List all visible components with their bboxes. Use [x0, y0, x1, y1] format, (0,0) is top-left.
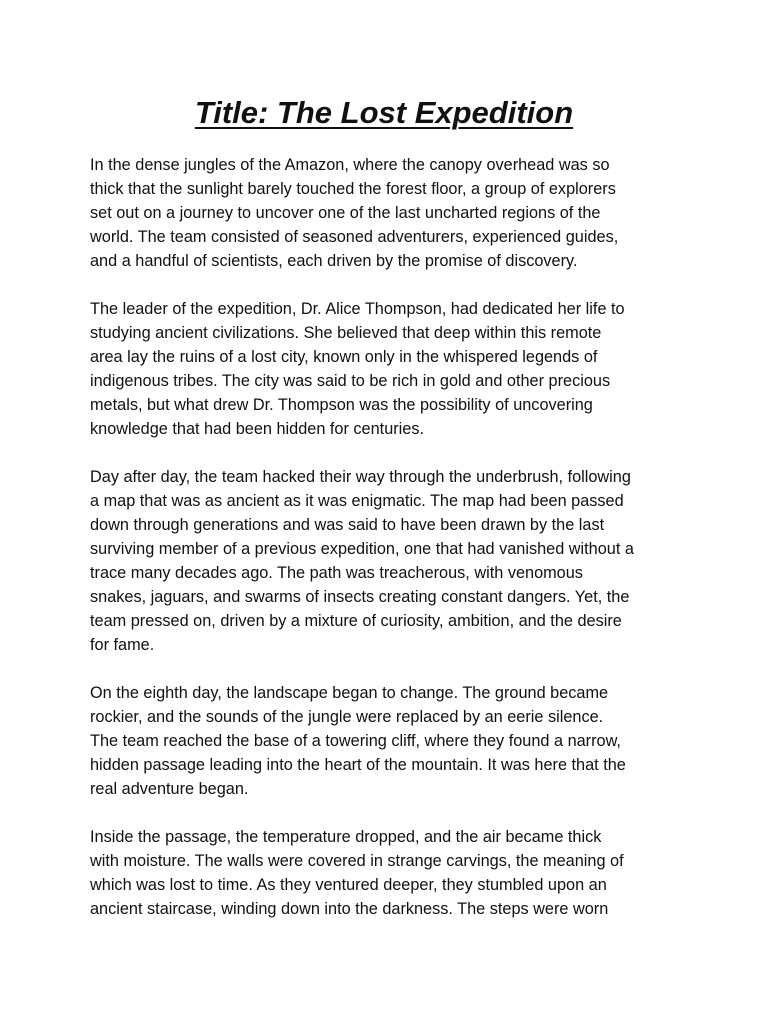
text-line: The leader of the expedition, Dr. Alice Thompson, had dedicated her life to — [90, 300, 625, 318]
paragraph — [90, 153, 690, 273]
text-line: In the dense jungles of the Amazon, where the canopy overhead was so — [90, 156, 610, 174]
text-line: area lay the ruins of a lost city, known only in the whispered legends of — [90, 348, 598, 366]
text-line: metals, but what drew Dr. Thompson was the possibility of uncovering — [90, 396, 593, 414]
text-line: down through generations and was said to have been drawn by the last — [90, 516, 605, 534]
text-line: with moisture. The walls were covered in strange carvings, the meaning of — [90, 852, 624, 870]
text-line: surviving member of a previous expedition, one that had vanished without a — [90, 540, 634, 558]
text-line: and a handful of scientists, each driven by the promise of discovery. — [90, 252, 578, 270]
text-line: snakes, jaguars, and swarms of insects creating constant dangers. Yet, the — [90, 588, 630, 606]
text-line: which was lost to time. As they ventured deeper, they stumbled upon an — [90, 876, 607, 894]
paragraph — [90, 297, 690, 441]
text-line: real adventure began. — [90, 780, 249, 798]
text-line: a map that was as ancient as it was enigmatic. The map had been passed — [90, 492, 624, 510]
text-line: ancient staircase, winding down into the darkness. The steps were worn — [90, 900, 609, 918]
paragraph — [90, 681, 690, 801]
text-line: On the eighth day, the landscape began to change. The ground became — [90, 684, 609, 702]
text-line: set out on a journey to uncover one of the last uncharted regions of the — [90, 204, 601, 222]
text-line: hidden passage leading into the heart of the mountain. It was here that the — [90, 756, 626, 774]
text-line: team pressed on, driven by a mixture of curiosity, ambition, and the desire — [90, 612, 622, 630]
text-line: world. The team consisted of seasoned adventurers, experienced guides, — [90, 228, 619, 246]
text-line: Inside the passage, the temperature dropped, and the air became thick — [90, 828, 602, 846]
text-line: The team reached the base of a towering cliff, where they found a narrow, — [90, 732, 621, 750]
text-line: indigenous tribes. The city was said to be rich in gold and other precious — [90, 372, 611, 390]
text-line: thick that the sunlight barely touched the forest floor, a group of explorers — [90, 180, 616, 198]
paragraph — [90, 465, 690, 657]
paragraph — [90, 825, 690, 921]
text-line: rockier, and the sounds of the jungle were replaced by an eerie silence. — [90, 708, 604, 726]
document-title: Title: The Lost Expedition — [194, 95, 574, 130]
text-line: for fame. — [90, 636, 155, 654]
text-line: studying ancient civilizations. She believed that deep within this remote — [90, 324, 602, 342]
text-line: trace many decades ago. The path was treacherous, with venomous — [90, 564, 583, 582]
text-line: knowledge that had been hidden for centuries. — [90, 420, 425, 438]
document-body — [90, 153, 690, 945]
text-line: Day after day, the team hacked their way through the underbrush, following — [90, 468, 631, 486]
